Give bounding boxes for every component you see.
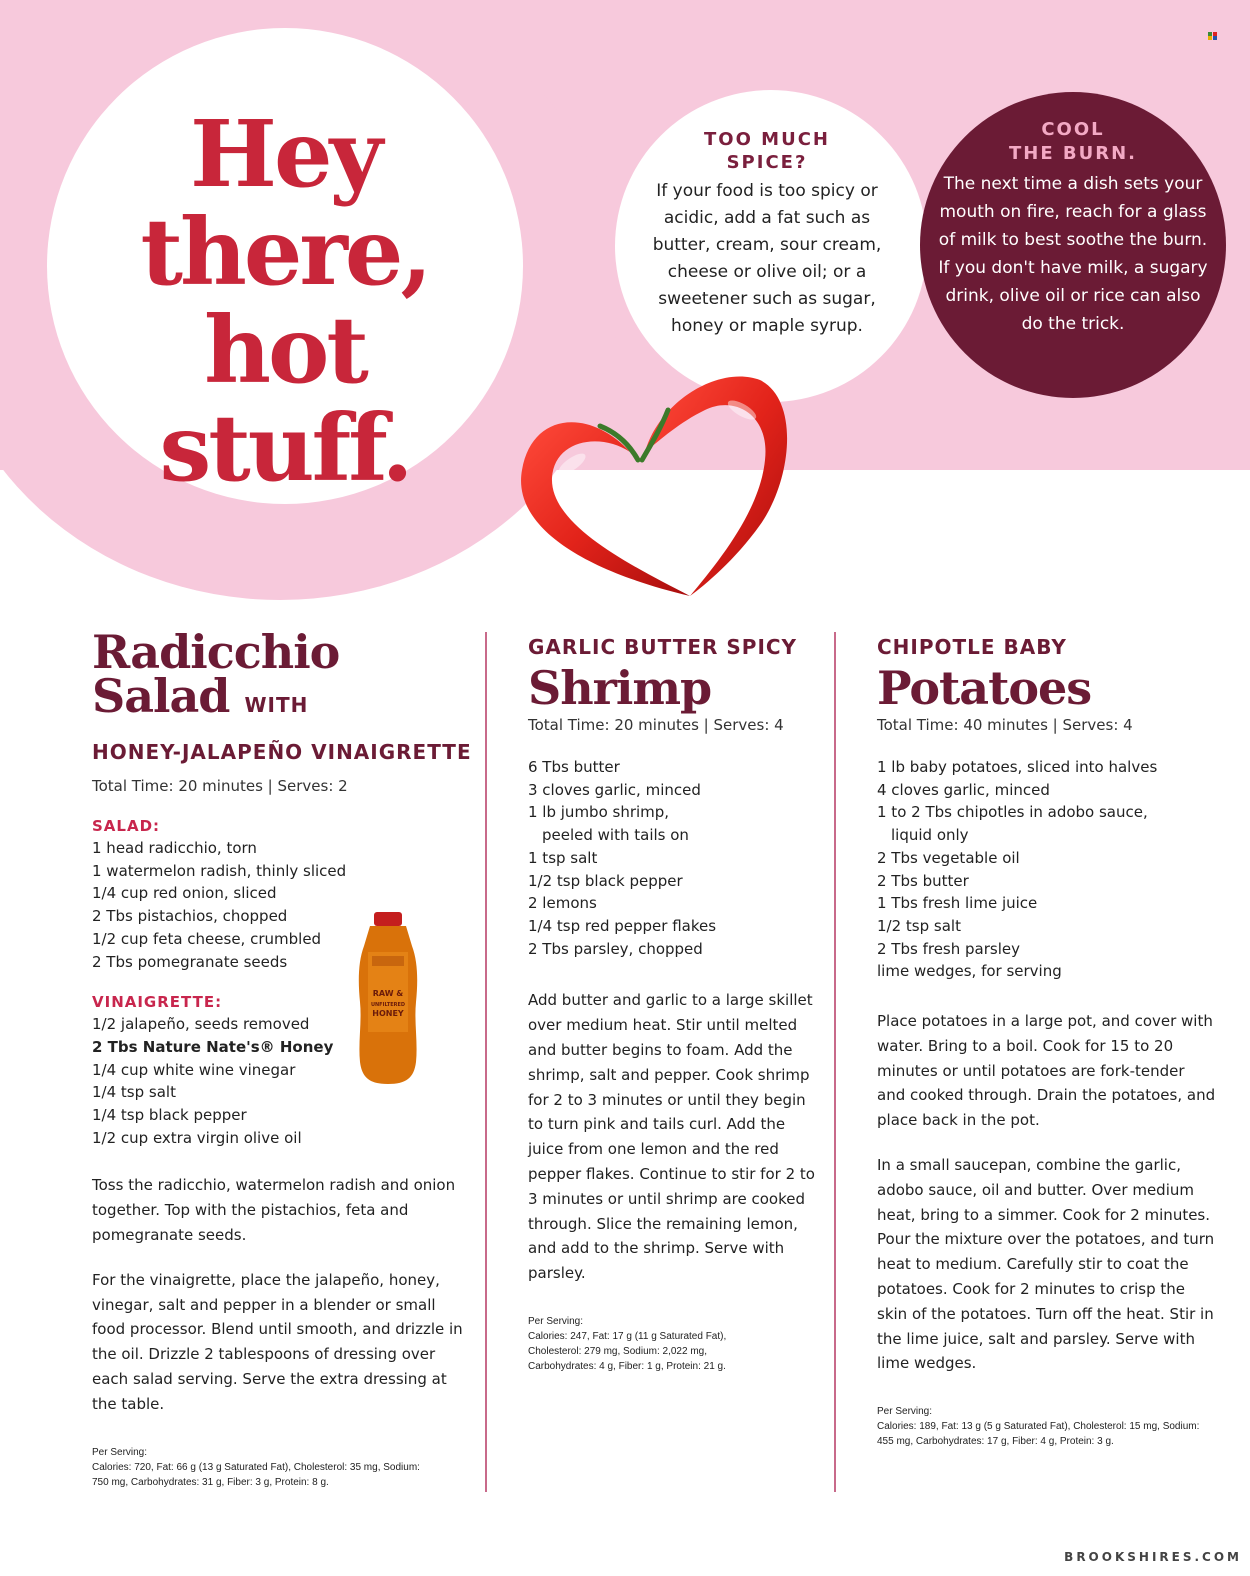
recipe3-step1: Place potatoes in a large pot, and cover with water. Bring to a boil. Cook for 15 to 20 minutes or until potatoes are fork-tender and cooked through. Drain the potatoes, and place back in the pot.	[877, 1012, 1216, 1130]
recipe1-meta: Total Time: 20 minutes | Serves: 2	[92, 777, 348, 795]
list-item: 1 to 2 Tbs chipotles in adobo sauce,	[877, 803, 1148, 822]
list-item: 1 watermelon radish, thinly sliced	[92, 861, 347, 880]
cool-title	[945, 118, 1201, 166]
recipe-garlic-butter-shrimp	[528, 630, 818, 1374]
hero-title-line2: there, hot	[140, 198, 430, 404]
list-item: peeled with tails on	[542, 826, 689, 845]
recipe2-nutrition-label: Per Serving:	[528, 1315, 584, 1327]
recipe3-step2: In a small saucepan, combine the garlic, adobo sauce, oil and butter. Over medium heat, bring to a simmer. Cook for 2 minutes. Pour the mixture over the potatoes, and turn heat to medium. Carefully stir to coat the potatoes. Cook for 2 minutes to crisp the skin of the potatoes. Turn off the heat. Stir in the lime juice, salt and parsley. Serve with lime wedges.	[877, 1156, 1215, 1373]
honey-label-line2: UNFILTERED	[370, 1002, 406, 1008]
honey-label-line3: HONEY	[372, 1009, 404, 1018]
list-item: 2 Tbs parsley, chopped	[528, 939, 703, 958]
list-item: 2 Tbs pomegranate seeds	[92, 952, 288, 971]
recipe1-nutrition-label: Per Serving:	[92, 1446, 148, 1458]
recipe3-nutrition-values: Calories: 189, Fat: 13 g (5 g Saturated Fat), Cholesterol: 15 mg, Sodium: 455 mg, Carbohydrates: 17 g, Fiber: 4 g, Protein: 3 g.	[877, 1421, 1200, 1448]
list-item: 1/2 cup feta cheese, crumbled	[92, 929, 322, 948]
list-item: 1/4 tsp salt	[92, 1083, 176, 1102]
salad-label: SALAD:	[92, 817, 161, 835]
list-item: 2 Tbs pistachios, chopped	[92, 907, 288, 926]
list-item: 1/4 cup white wine vinegar	[92, 1060, 296, 1079]
list-item: 1/2 tsp black pepper	[528, 871, 683, 890]
list-item: 1/4 cup red onion, sliced	[92, 884, 277, 903]
recipe1-title-line2: Salad	[92, 669, 230, 723]
footer-website: BROOKSHIRES.COM	[1064, 1550, 1242, 1564]
recipe2-meta: Total Time: 20 minutes | Serves: 4	[528, 716, 784, 734]
list-item: liquid only	[891, 826, 969, 845]
recipe1-title	[92, 625, 472, 727]
list-item: 1/2 jalapeño, seeds removed	[92, 1015, 310, 1034]
cool-title-line2: THE BURN.	[1008, 143, 1137, 164]
list-item: 1/4 tsp black pepper	[92, 1106, 247, 1125]
chili-pepper-heart-image	[510, 360, 800, 600]
column-divider-2	[834, 632, 836, 1492]
list-item: 1 lb jumbo shrimp,	[528, 803, 670, 822]
recipe1-step2: For the vinaigrette, place the jalapeño, honey, vinegar, salt and pepper in a blender or small food processor. Blend until smooth, and drizzle in the oil. Drizzle 2 tablespoons of dressing over each salad serving. Serve the extra dressing at the table.	[92, 1270, 463, 1413]
recipe1-with: WITH	[244, 693, 309, 717]
list-item: 1 tsp salt	[528, 848, 598, 867]
list-item: lime wedges, for serving	[877, 962, 1062, 981]
hero-title-line1: Hey	[190, 100, 380, 208]
list-item: 1 Tbs fresh lime juice	[877, 894, 1038, 913]
recipe2-subtitle: GARLIC BUTTER SPICY	[528, 635, 798, 659]
recipe1-nutrition	[92, 1445, 422, 1490]
hero-title	[60, 100, 510, 502]
recipe-chipotle-baby-potatoes	[877, 630, 1217, 1449]
recipe1-nutrition-values: Calories: 720, Fat: 66 g (13 g Saturated Fat), Cholesterol: 35 mg, Sodium: 750 mg, Carbohydrates: 31 g, Fiber: 3 g, Protein: 8 g.	[92, 1461, 420, 1488]
list-item: 1/4 tsp red pepper flakes	[528, 916, 717, 935]
vinaigrette-label: VINAIGRETTE:	[92, 993, 223, 1012]
list-item: 2 Tbs fresh parsley	[877, 939, 1020, 958]
tip-title	[640, 128, 894, 174]
corner-logo-icon	[1208, 32, 1218, 40]
recipe3-nutrition-label: Per Serving:	[877, 1406, 933, 1418]
list-item: 1 lb baby potatoes, sliced into halves	[877, 758, 1158, 776]
tip-text: If your food is too spicy or acidic, add a fat such as butter, cream, sour cream, cheese or olive oil; or a sweetener such as sugar, honey or maple syrup.	[652, 181, 882, 336]
list-item: 4 cloves garlic, minced	[877, 780, 1050, 799]
list-item: 2 lemons	[528, 894, 597, 913]
tip-title-line1: TOO MUCH	[704, 129, 830, 150]
honey-label-line1: RAW &	[372, 989, 404, 998]
recipe3-ingredients	[877, 756, 1217, 983]
recipe3-subtitle: CHIPOTLE BABY	[877, 635, 1067, 659]
recipe2-nutrition	[528, 1314, 758, 1374]
list-item: 2 Tbs Nature Nate's® Honey	[92, 1037, 334, 1056]
list-item: 1/2 tsp salt	[877, 916, 961, 935]
recipe3-title: Potatoes	[877, 661, 1092, 715]
recipe1-step1: Toss the radicchio, watermelon radish and onion together. Top with the pistachios, feta and pomegranate seeds.	[92, 1176, 456, 1245]
list-item: 2 Tbs butter	[877, 871, 969, 890]
hero-title-line3: stuff.	[159, 394, 411, 502]
honey-bottle-image	[356, 912, 420, 1084]
list-item: 1/2 cup extra virgin olive oil	[92, 1128, 302, 1147]
tip-title-line2: SPICE?	[726, 152, 808, 173]
list-item: 1 head radicchio, torn	[92, 839, 257, 857]
cool-title-line1: COOL	[1041, 119, 1105, 140]
recipe1-subtitle: HONEY-JALAPEÑO VINAIGRETTE	[92, 740, 472, 764]
list-item: 3 cloves garlic, minced	[528, 780, 701, 799]
column-divider-1	[485, 632, 487, 1492]
list-item: 6 Tbs butter	[528, 758, 620, 776]
recipe2-nutrition-values: Calories: 247, Fat: 17 g (11 g Saturated Fat), Cholesterol: 279 mg, Sodium: 2,022 mg, Carbohydrates: 4 g, Fiber: 1 g, Protein: 21 g.	[528, 1330, 727, 1372]
recipe3-meta: Total Time: 40 minutes | Serves: 4	[877, 716, 1133, 734]
recipe2-title: Shrimp	[528, 661, 712, 715]
list-item: 2 Tbs vegetable oil	[877, 848, 1020, 867]
recipe3-nutrition	[877, 1404, 1207, 1449]
recipe1-title-line1: Radicchio	[92, 625, 340, 679]
cool-text: The next time a dish sets your mouth on fire, reach for a glass of milk to best soothe the burn. If you don't have milk, a sugary drink, olive oil or rice can also do the trick.	[938, 174, 1208, 334]
recipe2-ingredients	[528, 756, 818, 960]
recipe2-step1: Add butter and garlic to a large skillet over medium heat. Stir until melted and butter begins to foam. Add the shrimp, salt and pepper. Cook shrimp for 2 to 3 minutes or until they begin to turn pink and tails curl. Add the juice from one lemon and the red pepper flakes. Continue to stir for 2 to 3 minutes or until shrimp are cooked through. Slice the remaining lemon, and add to the shrimp. Serve with parsley.	[528, 991, 815, 1283]
